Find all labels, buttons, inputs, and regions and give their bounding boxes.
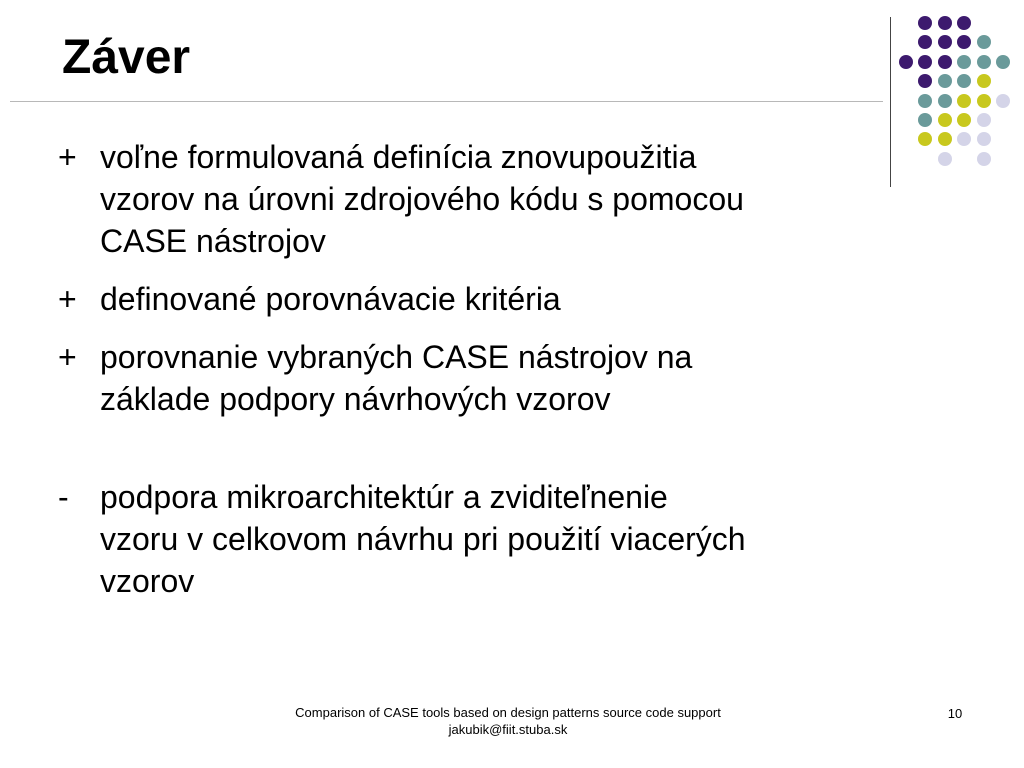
decor-dot [938, 35, 952, 49]
bullet-text-cont: základe podpory návrhových vzorov [100, 381, 611, 417]
decor-dot [899, 55, 913, 69]
bullet-text: voľne formulovaná definícia znovupoužitia [100, 139, 697, 175]
footer-title: Comparison of CASE tools based on design patterns source code support [295, 705, 721, 720]
decor-dot [957, 35, 971, 49]
decor-dot [938, 74, 952, 88]
decor-dot [918, 74, 932, 88]
bullet-text-cont: vzoru v celkovom návrhu pri použití viacerých [100, 521, 746, 557]
bullet-marker: + [58, 339, 77, 375]
decor-dot [957, 16, 971, 30]
decor-dot [938, 16, 952, 30]
bullet-text: definované porovnávacie kritéria [100, 281, 561, 317]
bullet-text-cont: vzorov [100, 563, 195, 599]
decor-dot [918, 94, 932, 108]
decor-dot [918, 16, 932, 30]
page-number: 10 [947, 706, 963, 721]
decor-dot [977, 35, 991, 49]
bullet-item [58, 278, 978, 320]
decor-dot [957, 74, 971, 88]
bullet-marker: - [58, 479, 69, 515]
slide-footer [258, 704, 758, 738]
bullet-item [58, 336, 978, 420]
bullet-list [58, 136, 978, 618]
bullet-text: porovnanie vybraných CASE nástrojov na [100, 339, 693, 375]
decor-dot [977, 94, 991, 108]
bullet-text-cont: vzorov na úrovni zdrojového kódu s pomocou [100, 181, 744, 217]
bullet-marker: + [58, 139, 77, 175]
decor-dot [957, 113, 971, 127]
decor-dot [977, 55, 991, 69]
bullet-marker: + [58, 281, 77, 317]
slide-title: Záver [62, 31, 191, 84]
decor-dot [957, 55, 971, 69]
decor-dot [938, 55, 952, 69]
decor-dot [977, 113, 991, 127]
decor-dot [977, 132, 991, 146]
decor-dot [918, 113, 932, 127]
decor-dot [938, 113, 952, 127]
bullet-text-cont: CASE nástrojov [100, 223, 326, 259]
decor-dot [918, 35, 932, 49]
decor-dot [977, 152, 991, 166]
decor-dot [996, 55, 1010, 69]
bullet-text: podpora mikroarchitektúr a zviditeľnenie [100, 479, 668, 515]
bullet-item [58, 136, 978, 262]
decor-dot [957, 94, 971, 108]
decor-dot [918, 55, 932, 69]
footer-email: jakubik@fiit.stuba.sk [448, 722, 568, 737]
title-divider [10, 101, 883, 102]
decor-dot [996, 94, 1010, 108]
bullet-item [58, 476, 978, 602]
decor-dot [977, 74, 991, 88]
decor-dot [938, 94, 952, 108]
